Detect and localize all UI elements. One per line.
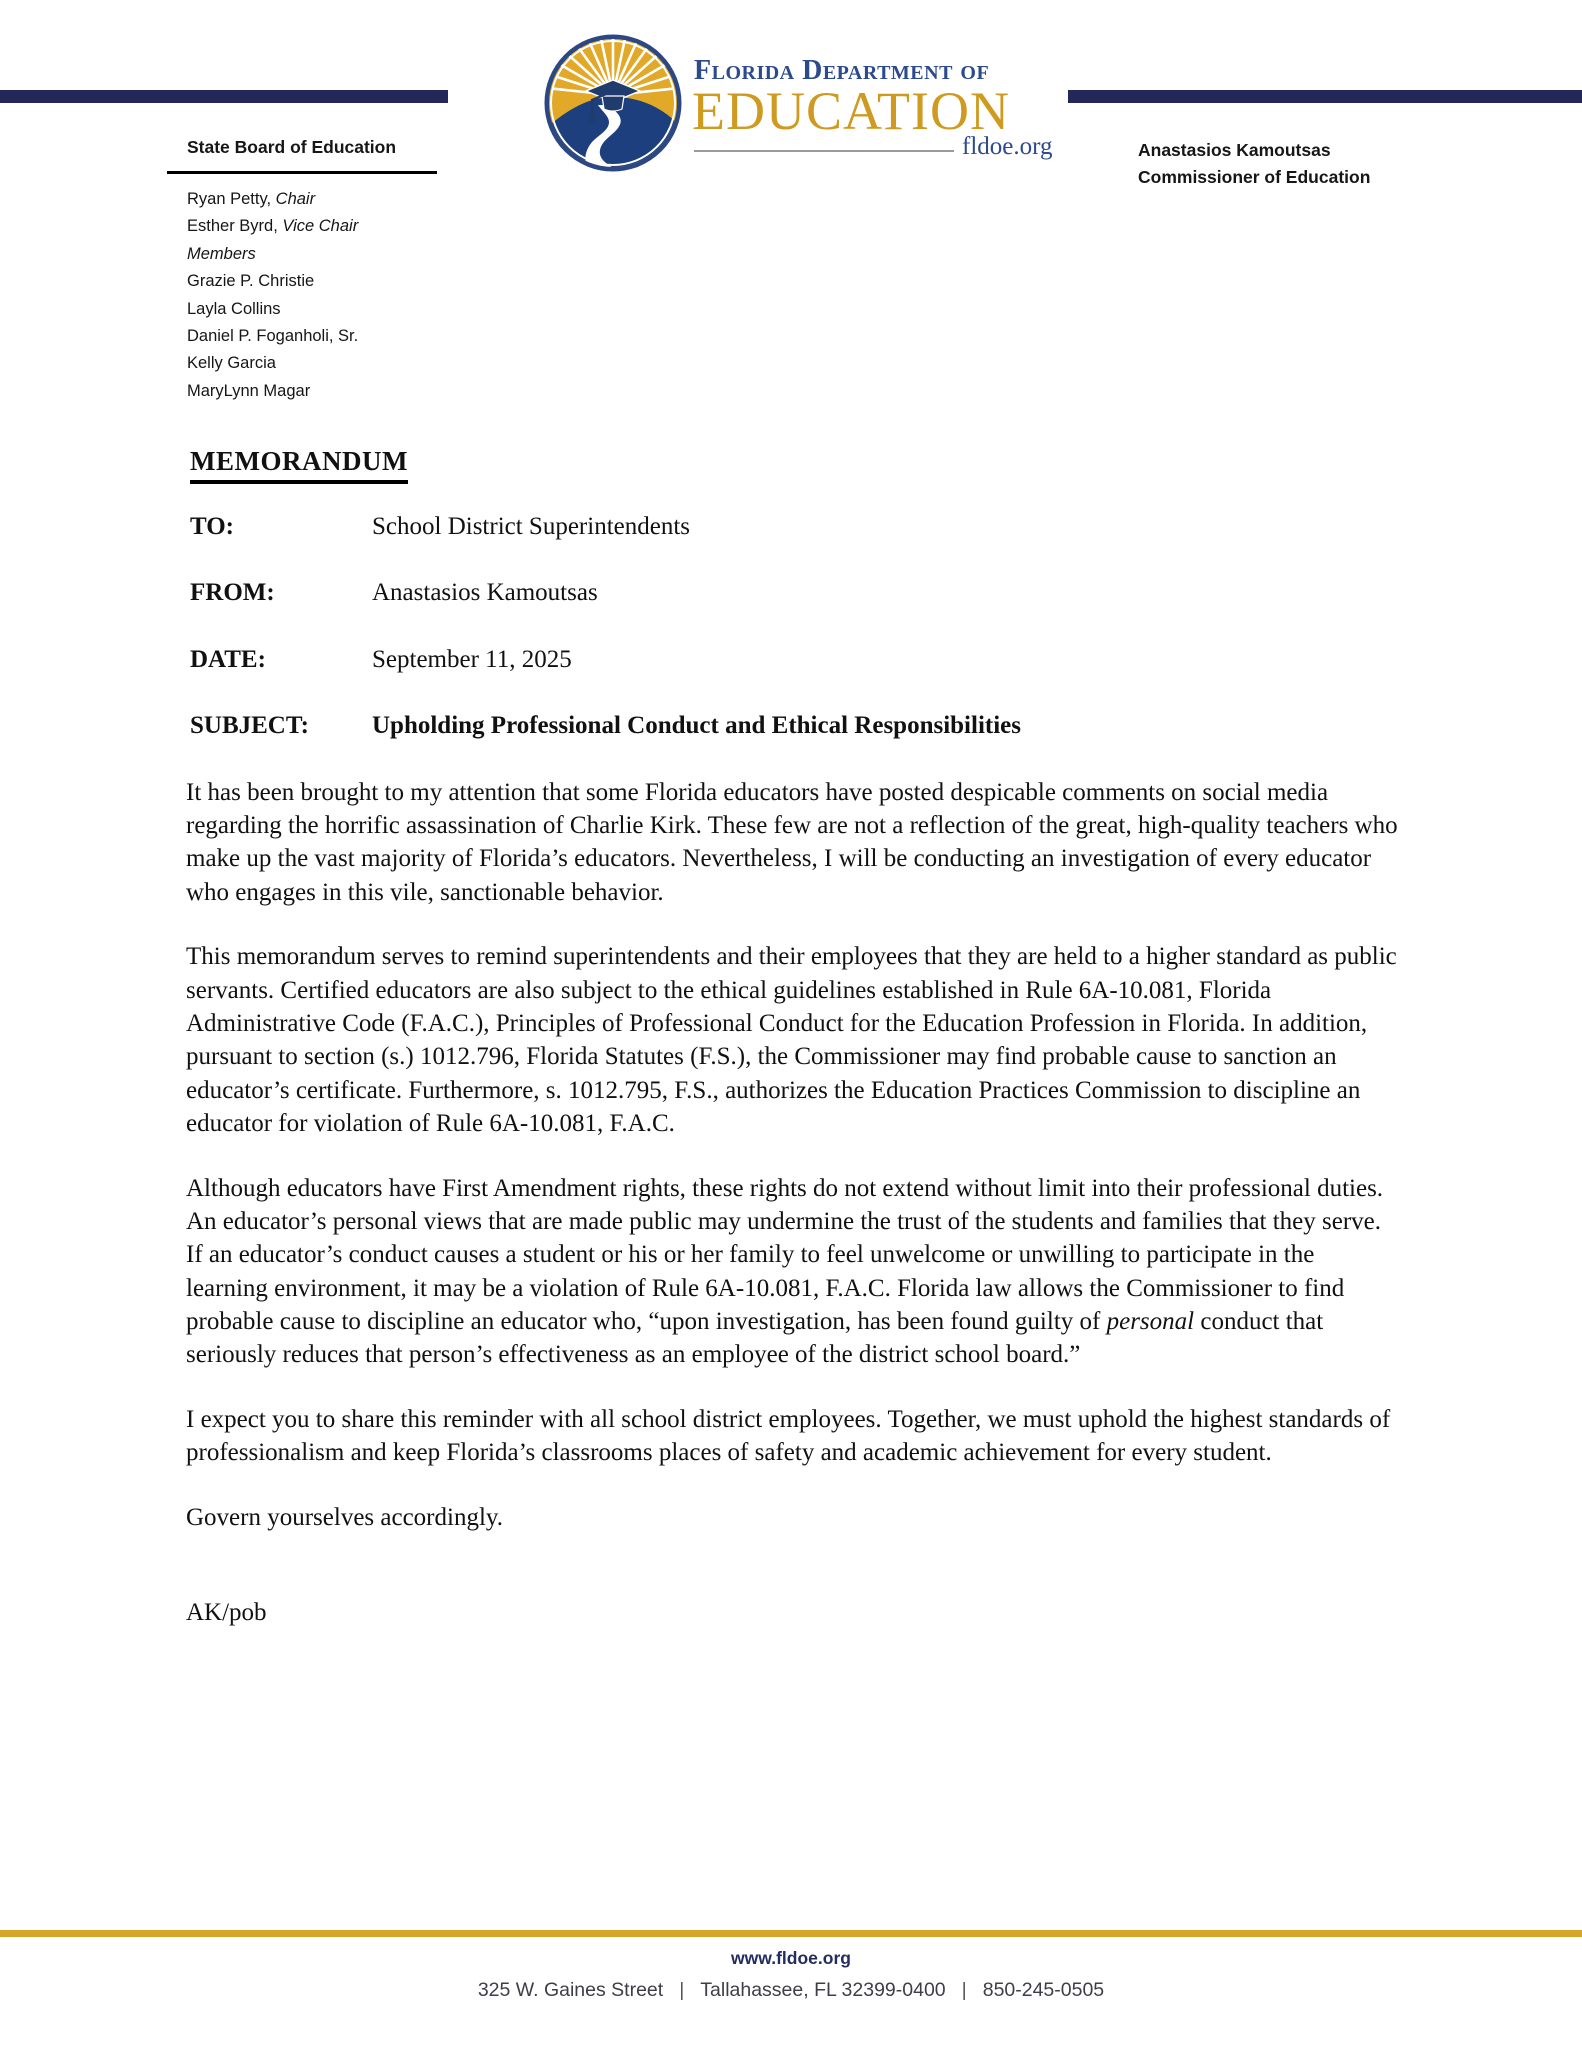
header-bar-right: [1068, 90, 1582, 103]
italic-word: personal: [1106, 1308, 1195, 1336]
footer-city: Tallahassee, FL 32399-0400: [700, 1979, 946, 2001]
footer-separator: |: [679, 1979, 685, 2001]
field-to: [186, 510, 1401, 543]
footer-website: www.fldoe.org: [731, 1948, 851, 1968]
board-member: Layla Collins: [187, 299, 281, 318]
field-to-label: TO:: [190, 513, 234, 541]
paragraph-1: It has been brought to my attention that some Florida educators have posted despicable comments on social media regarding the horrific assassination of Charlie Kirk. These few are not a reflection of the great, high-quality teachers who make up the vast majority of Florida’s educators. Nevertheless, I will be conducting an investigation of every educator who engages in this vile, sanctionable behavior.: [186, 778, 1398, 906]
field-subject: [186, 709, 1401, 742]
board-member: Ryan Petty, Chair: [187, 190, 316, 208]
state-board-member-list: [187, 186, 437, 405]
paragraph-2: This memorandum serves to remind superintendents and their employees that they are held to a higher standard as public servants. Certified educators are also subject to the ethical guidelines established in Rule 6A-10.081, Florida Administrative Code (F.A.C.), Principles of Professional Conduct for the Education Profession in Florida. In addition, pursuant to section (s.) 1012.796, Florida Statutes (F.S.), the Commissioner may find probable cause to sanction an educator’s certificate. Furthermore, s. 1012.795, F.S., authorizes the Education Practices Commission to discipline an educator for violation of Rule 6A-10.081, F.A.C.: [186, 943, 1397, 1138]
field-from-label: FROM:: [190, 579, 275, 607]
commissioner-name: Anastasios Kamoutsas: [1138, 140, 1331, 160]
footer-address-line: [0, 1979, 1582, 2002]
fldoe-seal-logo: [543, 33, 683, 173]
field-from-value: Anastasios Kamoutsas: [372, 579, 598, 607]
state-board-rule: [167, 171, 437, 174]
field-subject-value: Upholding Professional Conduct and Ethical Responsibilities: [372, 712, 1021, 740]
footer-separator: |: [961, 1979, 967, 2001]
field-date: [186, 643, 1401, 676]
memo-body: [186, 443, 1401, 1629]
board-member: MaryLynn Magar: [187, 381, 311, 400]
board-member: Daniel P. Foganholi, Sr.: [187, 327, 359, 346]
footer-gold-bar: [0, 1930, 1582, 1937]
logo-org-name-line2: EDUCATION: [692, 81, 1010, 141]
board-member: Members: [187, 244, 256, 263]
memo-fields: [186, 510, 1401, 743]
memo-heading: MEMORANDUM: [190, 443, 408, 484]
board-member: Kelly Garcia: [187, 354, 276, 373]
paragraph-3: Although educators have First Amendment rights, these rights do not extend without limit into their professional duties. An educator’s personal views that are made public may undermine the trust of the students and families that they serve. If an educator’s conduct causes a student or his or her family to feel unwelcome or unwilling to participate in the learning environment, it may be a violation of Rule 6A-10.081, F.A.C. Florida law allows the Commissioner to find probable cause to discipline an educator who, “upon investigation, has been found guilty of personal conduct that seriously reduces that person’s effectiveness as an employee of the district school board.”: [186, 1174, 1384, 1369]
header-bar-left: [0, 90, 448, 103]
logo-org-name-line1: Florida Department of: [694, 55, 990, 86]
commissioner-title: Commissioner of Education: [1138, 167, 1371, 187]
commissioner-block: [1138, 137, 1370, 191]
footer-phone: 850-245-0505: [982, 1979, 1105, 2001]
field-from: [186, 576, 1401, 609]
logo-site-url: fldoe.org: [962, 133, 1053, 160]
state-board-block: [187, 137, 437, 405]
field-subject-label: SUBJECT:: [190, 712, 310, 740]
state-board-title: State Board of Education: [187, 137, 397, 157]
board-member: Esther Byrd, Vice Chair: [187, 217, 359, 236]
paragraph-4: I expect you to share this reminder with all school district employees. Together, we must uphold the highest standards of professionalism and keep Florida’s classrooms places of safety and academic achievement for every student.: [186, 1405, 1391, 1467]
field-date-value: September 11, 2025: [372, 645, 572, 673]
initials-line: AK/pob: [186, 1599, 267, 1627]
footer-street: 325 W. Gaines Street: [477, 1979, 664, 2001]
closing-line: Govern yourselves accordingly.: [186, 1503, 504, 1531]
board-member: Grazie P. Christie: [187, 272, 315, 291]
field-date-label: DATE:: [190, 645, 266, 673]
field-to-value: School District Superintendents: [372, 513, 691, 541]
logo-rule: [694, 150, 954, 152]
